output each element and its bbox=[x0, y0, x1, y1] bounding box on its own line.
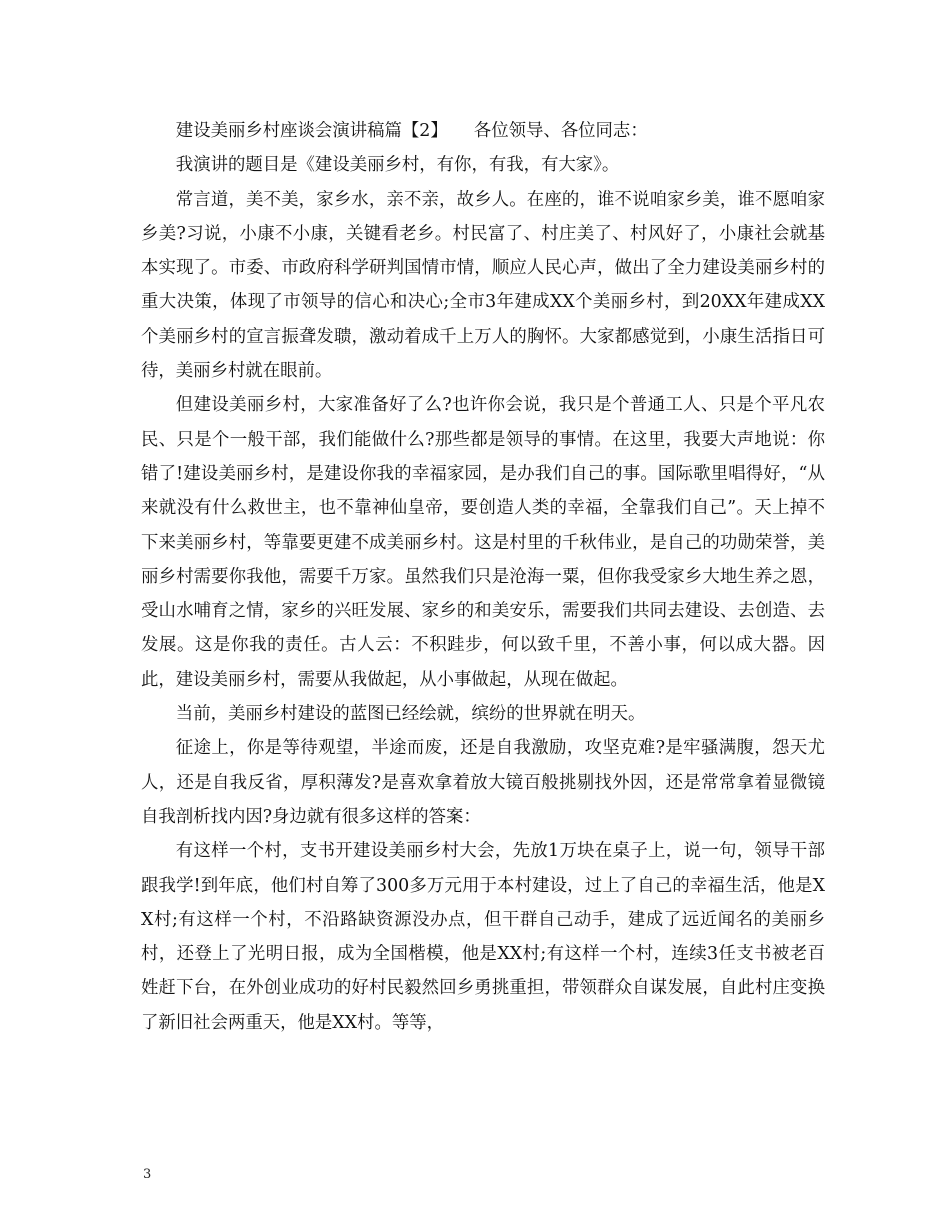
page-number: 3 bbox=[143, 1167, 152, 1182]
paragraph-journey: 征途上，你是等待观望，半途而废，还是自我激励，攻坚克难?是牢骚满腹，怨天尤人，还是自我反省，厚积薄发?是喜欢拿着放大镜百般挑剔找外因，还是常常拿着显微镜自我剖析找内因?身边就有很多这样的答案： bbox=[141, 738, 825, 827]
paragraph-topic: 我演讲的题目是《建设美丽乡村，有你，有我，有大家》。 bbox=[175, 155, 620, 176]
paragraph-are-you-ready: 但建设美丽乡村，大家准备好了么?也许你会说，我只是个普通工人、只是个平凡农民、只是个一般干部，我们能做什么?那些都是领导的事情。在这里，我要大声地说：你错了!建设美丽乡村，是建设你我的幸福家园，是办我们自己的事。国际歌里唱得好，“从来就没有什么救世主，也不靠神仙皇帝，要创造人类的幸福，全靠我们自己”。天上掉不下来美丽乡村，等靠要更建不成美丽乡村。这是村里的千秋伟业，是自己的功勋荣誉，美丽乡村需要你我他，需要千万家。虽然我们只是沧海一粟，但你我受家乡大地生养之恩，受山水哺育之情，家乡的兴旺发展、家乡的和美安乐，需要我们共同去建设、去创造、去发展。这是你我的责任。古人云：不积跬步，何以致千里，不善小事，何以成大器。因此，建设美丽乡村，需要从我做起，从小事做起，从现在做起。 bbox=[141, 395, 825, 690]
paragraph-blueprint: 当前，美丽乡村建设的蓝图已经绘就，缤纷的世界就在明天。 bbox=[175, 704, 646, 725]
paragraph-hometown: 常言道，美不美，家乡水，亲不亲，故乡人。在座的，谁不说咱家乡美，谁不愿咱家乡美?习说，小康不小康，关键看老乡。村民富了、村庄美了、村风好了，小康社会就基本实现了。市委、市政府科学研判国情市情，顺应人民心声，做出了全力建设美丽乡村的重大决策，体现了市领导的信心和决心;全市3年建成XX个美丽乡村，到20XX年建成XX个美丽乡村的宣言振聋发聩，激动着成千上万人的胸怀。大家都感觉到，小康生活指日可待，美丽乡村就在眼前。 bbox=[141, 189, 825, 382]
document-body bbox=[141, 114, 825, 1040]
paragraph-village-examples: 有这样一个村，支书开建设美丽乡村大会，先放1万块在桌子上，说一句，领导干部跟我学!到年底，他们村自筹了300多万元用于本村建设，过上了自己的幸福生活，他是XX村;有这样一个村，不沿路缺资源没办点，但干群自己动手，建成了远近闻名的美丽乡村，还登上了光明日报，成为全国楷模，他是XX村;有这样一个村，连续3任支书被老百姓赶下台，在外创业成功的好村民毅然回乡勇挑重担，带领群众自谋发展，自此村庄变换了新旧社会两重天，他是XX村。等等， bbox=[141, 841, 825, 1033]
paragraph-title-greeting: 建设美丽乡村座谈会演讲稿篇【2】 各位领导、各位同志： bbox=[175, 121, 648, 141]
